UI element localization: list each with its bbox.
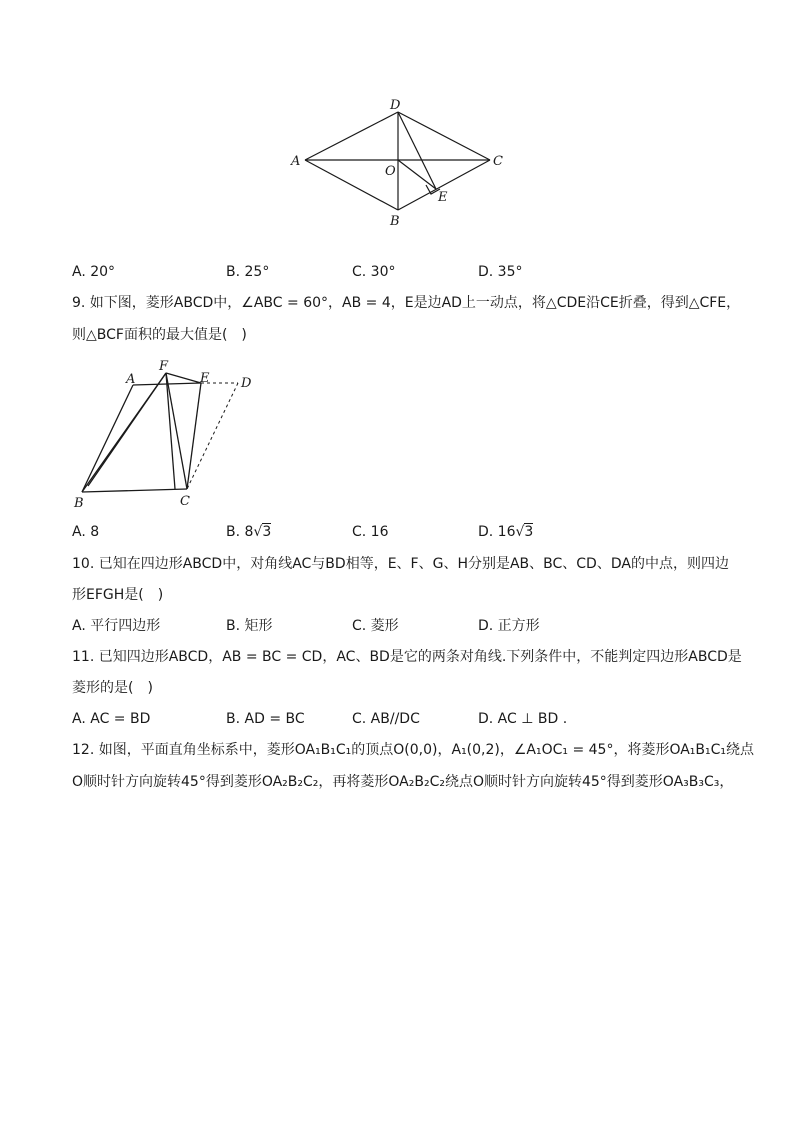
q9-option-d-radicand: 3 bbox=[524, 524, 534, 540]
side-dc bbox=[398, 112, 490, 160]
q10-text-line1: 10. 已知在四边形ABCD中，对角线AC与BD相等，E、F、G、H分别是AB、BC、CD、DA的中点，则四边 bbox=[72, 556, 729, 572]
q9-option-b-radicand: 3 bbox=[262, 524, 272, 540]
q11-text-line2: 菱形的是( ) bbox=[72, 680, 153, 696]
figure-folded-rhombus bbox=[70, 358, 260, 510]
label-e: E bbox=[438, 190, 448, 205]
q8-option-c[interactable]: C. 30° bbox=[352, 264, 396, 280]
label-b: B bbox=[74, 496, 84, 510]
segment-ec bbox=[187, 383, 201, 489]
q11-option-b[interactable]: B. AD = BC bbox=[226, 711, 305, 727]
label-o: O bbox=[385, 164, 396, 179]
q9-option-b-prefix: B. 8 bbox=[226, 524, 254, 540]
q11-option-c[interactable]: C. AB//DC bbox=[352, 711, 420, 727]
label-a: A bbox=[126, 372, 136, 387]
q12-text-line2: O顺时针方向旋转45°得到菱形OA₂B₂C₂，再将菱形OA₂B₂C₂绕点O顺时针方向旋转45°得到菱形OA₃B₃C₃， bbox=[72, 774, 734, 790]
q11-text-line1: 11. 已知四边形ABCD，AB = BC = CD，AC、BD是它的两条对角线.下列条件中，不能判定四边形ABCD是 bbox=[72, 649, 742, 665]
q10-text-line2: 形EFGH是( ) bbox=[72, 587, 164, 603]
side-ad bbox=[305, 112, 398, 160]
side-ab bbox=[82, 385, 133, 492]
q10-option-b[interactable]: B. 矩形 bbox=[226, 618, 273, 634]
label-e: E bbox=[200, 371, 210, 386]
q8-option-b[interactable]: B. 25° bbox=[226, 264, 270, 280]
q9-text-line2: 则△BCF面积的最大值是( ) bbox=[72, 327, 247, 343]
label-c: C bbox=[180, 494, 190, 509]
segment-fe bbox=[166, 373, 201, 383]
q8-option-a[interactable]: A. 20° bbox=[72, 264, 116, 280]
q9-option-a[interactable]: A. 8 bbox=[72, 524, 100, 540]
q10-option-d[interactable]: D. 正方形 bbox=[478, 618, 540, 634]
q9-option-c[interactable]: C. 16 bbox=[352, 524, 389, 540]
label-d: D bbox=[241, 376, 252, 391]
label-c: C bbox=[493, 154, 503, 169]
figure-rhombus-diagonals bbox=[280, 94, 520, 234]
segment-fb2 bbox=[88, 373, 166, 486]
label-a: A bbox=[291, 154, 301, 169]
q10-option-c[interactable]: C. 菱形 bbox=[352, 618, 399, 634]
q10-option-a[interactable]: A. 平行四边形 bbox=[72, 618, 161, 634]
segment-fa-inner bbox=[166, 373, 175, 489]
q12-text-line1: 12. 如图，平面直角坐标系中，菱形OA₁B₁C₁的顶点O(0,0)，A₁(0,2)，∠A₁OC₁ = 45°，将菱形OA₁B₁C₁绕点 bbox=[72, 742, 755, 758]
q11-option-d[interactable]: D. AC ⊥ BD . bbox=[478, 711, 568, 727]
q11-option-a[interactable]: A. AC = BD bbox=[72, 711, 151, 727]
q8-option-d[interactable]: D. 35° bbox=[478, 264, 523, 280]
sqrt-symbol: √ bbox=[515, 524, 525, 540]
label-d: D bbox=[390, 98, 401, 113]
segment-fc bbox=[166, 373, 187, 489]
side-bc bbox=[82, 489, 187, 492]
label-b: B bbox=[390, 214, 400, 229]
q9-option-d-prefix: D. 16 bbox=[478, 524, 516, 540]
segment-oe bbox=[398, 160, 436, 189]
q9-text-line1: 9. 如下图，菱形ABCD中，∠ABC = 60°，AB = 4，E是边AD上一动点，将△CDE沿CE折叠，得到△CFE， bbox=[72, 295, 741, 311]
label-f: F bbox=[159, 359, 169, 374]
segment-de bbox=[398, 112, 436, 189]
q9-option-b[interactable] bbox=[226, 522, 271, 542]
sqrt-symbol: √ bbox=[253, 524, 263, 540]
q9-option-d[interactable] bbox=[478, 522, 533, 542]
